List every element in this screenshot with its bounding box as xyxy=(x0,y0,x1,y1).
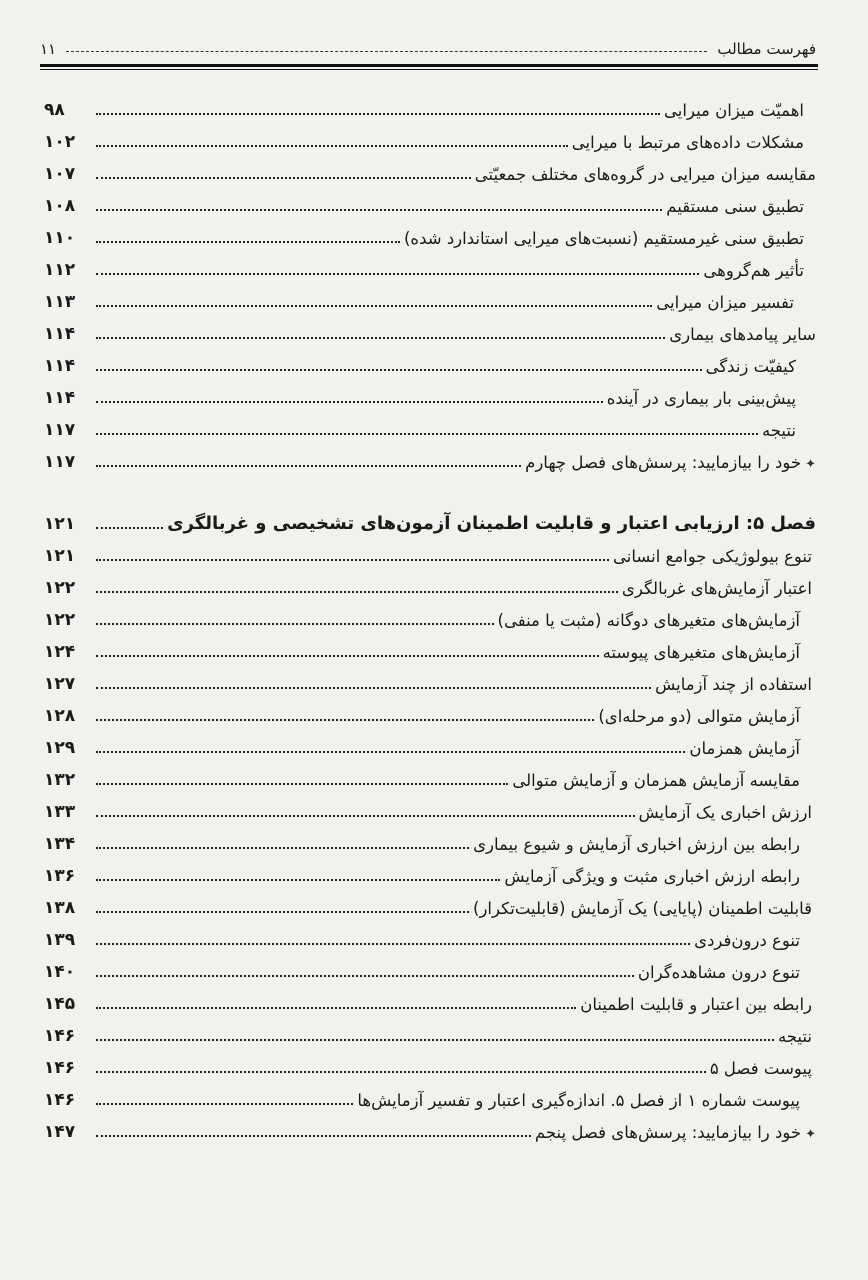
quiz-bullet-icon: ✦ xyxy=(805,1127,816,1142)
toc-row[interactable] xyxy=(44,344,816,376)
dot-leader xyxy=(96,1039,774,1041)
dot-leader xyxy=(96,687,651,689)
toc-entry-title: آزمایش‌های متغیرهای دوگانه (مثبت یا منفی) xyxy=(497,611,800,630)
dot-leader xyxy=(96,209,662,211)
toc-entry-title: خود را بیازمایید: پرسش‌های فصل پنجم xyxy=(534,1123,802,1142)
toc-page-number: ۹۸ xyxy=(44,100,65,120)
toc-row[interactable] xyxy=(44,630,816,662)
toc-page-number: ۱۳۸ xyxy=(44,898,76,918)
dot-leader xyxy=(96,337,665,339)
toc-row[interactable] xyxy=(44,1046,816,1078)
toc-entry-title: رابطه ارزش اخباری مثبت و ویژگی آزمایش xyxy=(504,867,800,886)
dot-leader xyxy=(96,1071,706,1073)
toc-page-number: ۱۱۷ xyxy=(44,452,76,472)
dot-leader xyxy=(96,177,471,179)
toc-entry-title: اعتبار آزمایش‌های غربالگری xyxy=(621,579,812,598)
toc-entry-title: آزمایش متوالی (دو مرحله‌ای) xyxy=(598,707,800,726)
toc-entry-title: تطبیق سنی غیرمستقیم (نسبت‌های میرایی استاندارد شده) xyxy=(404,229,804,248)
toc-entry-title: قابلیت اطمینان (پایایی) یک آزمایش (قابلیت‌تکرار) xyxy=(473,899,812,918)
dot-leader xyxy=(96,145,568,147)
toc-page-number: ۱۲۸ xyxy=(44,706,76,726)
dot-leader xyxy=(96,1135,531,1137)
toc-page-number: ۱۴۶ xyxy=(44,1026,76,1046)
toc-page-number: ۱۱۷ xyxy=(44,420,76,440)
toc-row[interactable] xyxy=(44,280,816,312)
toc-row[interactable] xyxy=(44,152,816,184)
toc-page-number: ۱۲۷ xyxy=(44,674,76,694)
dot-leader xyxy=(96,1103,353,1105)
toc-row[interactable] xyxy=(44,822,816,854)
toc-row[interactable] xyxy=(44,566,816,598)
dot-leader xyxy=(96,559,609,561)
dot-leader xyxy=(96,369,702,371)
toc-entry-title: آزمایش‌های متغیرهای پیوسته xyxy=(602,643,800,662)
toc-page-number: ۱۲۴ xyxy=(44,642,76,662)
dot-leader xyxy=(96,847,469,849)
header-rule-thick xyxy=(40,64,818,67)
toc-row[interactable] xyxy=(44,88,816,120)
toc-entry-title: مقایسه میزان میرایی در گروه‌های مختلف جمعیّتی xyxy=(474,165,816,184)
dot-leader xyxy=(96,719,594,721)
toc-row[interactable] xyxy=(44,598,816,630)
toc-entry-title: آزمایش همزمان xyxy=(689,739,800,758)
toc-entry-title: پیوست شماره ۱ از فصل ۵. اندازه‌گیری اعتبار و تفسیر آزمایش‌ها xyxy=(357,1091,800,1110)
toc-row[interactable] xyxy=(44,1110,816,1142)
dot-leader xyxy=(96,975,634,977)
dot-leader xyxy=(96,911,469,913)
toc-page-number: ۱۴۵ xyxy=(44,994,76,1014)
toc-row[interactable] xyxy=(44,918,816,950)
toc-page-number: ۱۴۶ xyxy=(44,1058,76,1078)
toc-row[interactable] xyxy=(44,790,816,822)
dot-leader xyxy=(96,751,685,753)
toc-row[interactable] xyxy=(44,312,816,344)
toc-row[interactable] xyxy=(44,854,816,886)
toc-entry-title: مشکلات داده‌های مرتبط با میرایی xyxy=(571,133,804,152)
toc-entry-title: سایر پیامدهای بیماری xyxy=(669,325,816,344)
toc-page-number: ۱۴۶ xyxy=(44,1090,76,1110)
toc-entry-title: ارزش اخباری یک آزمایش xyxy=(638,803,812,822)
toc-row[interactable] xyxy=(44,248,816,280)
toc-row[interactable] xyxy=(44,950,816,982)
toc-entry-title: فصل ۵: ارزیابی اعتبار و قابلیت اطمینان آزمون‌های تشخیصی و غربالگری xyxy=(167,513,816,534)
dot-leader xyxy=(96,273,699,275)
dot-leader xyxy=(96,241,400,243)
header-title: فهرست مطالب xyxy=(717,40,816,58)
toc-row[interactable] xyxy=(44,120,816,152)
toc-page-number: ۱۴۷ xyxy=(44,1122,76,1142)
toc-entry-title: پیش‌بینی بار بیماری در آینده xyxy=(606,389,796,408)
toc-row[interactable] xyxy=(44,216,816,248)
dot-leader xyxy=(96,465,521,467)
dot-leader xyxy=(96,943,690,945)
table-of-contents xyxy=(44,88,816,1142)
toc-page-number: ۱۰۷ xyxy=(44,164,76,184)
toc-page-number: ۱۰۸ xyxy=(44,196,76,216)
toc-chapter-row[interactable] xyxy=(44,472,816,534)
dot-leader xyxy=(96,401,603,403)
toc-row[interactable] xyxy=(44,886,816,918)
toc-page-number: ۱۲۲ xyxy=(44,610,76,630)
toc-entry-title: تأثیر هم‌گروهی xyxy=(703,261,804,280)
toc-row[interactable] xyxy=(44,184,816,216)
dot-leader xyxy=(96,113,660,115)
toc-entry-title: تنوع درون مشاهده‌گران xyxy=(637,963,800,982)
toc-entry-title: تطبیق سنی مستقیم xyxy=(666,197,804,216)
dot-leader xyxy=(96,527,163,529)
toc-entry-title: نتیجه xyxy=(761,421,796,440)
toc-row[interactable] xyxy=(44,376,816,408)
running-header xyxy=(40,34,816,58)
toc-page-number: ۱۱۴ xyxy=(44,324,76,344)
toc-row[interactable] xyxy=(44,726,816,758)
toc-page-number: ۱۲۲ xyxy=(44,578,76,598)
dot-leader xyxy=(96,1007,576,1009)
dot-leader xyxy=(96,591,618,593)
toc-page-number: ۱۳۳ xyxy=(44,802,76,822)
toc-row[interactable] xyxy=(44,408,816,440)
toc-row[interactable] xyxy=(44,1078,816,1110)
dot-leader xyxy=(96,433,758,435)
toc-entry-title: کیفیّت زندگی xyxy=(705,357,796,376)
dot-leader xyxy=(96,783,508,785)
toc-entry-title: مقایسه آزمایش همزمان و آزمایش متوالی xyxy=(512,771,800,790)
toc-row[interactable] xyxy=(44,440,816,472)
toc-page-number: ۱۳۹ xyxy=(44,930,76,950)
toc-page-number: ۱۴۰ xyxy=(44,962,76,982)
toc-entry-title: پیوست فصل ۵ xyxy=(709,1059,812,1078)
toc-page-number: ۱۰۲ xyxy=(44,132,76,152)
toc-entry-title: رابطه بین اعتبار و قابلیت اطمینان xyxy=(580,995,812,1014)
dot-leader xyxy=(96,305,652,307)
toc-page-number: ۱۲۱ xyxy=(44,546,76,566)
dot-leader xyxy=(96,879,500,881)
toc-row[interactable] xyxy=(44,662,816,694)
toc-row[interactable] xyxy=(44,694,816,726)
dot-leader xyxy=(96,655,599,657)
toc-entry-title: رابطه بین ارزش اخباری آزمایش و شیوع بیماری xyxy=(473,835,800,854)
toc-row[interactable] xyxy=(44,982,816,1014)
toc-entry-title: تفسیر میزان میرایی xyxy=(656,293,794,312)
toc-page-number: ۱۱۴ xyxy=(44,356,76,376)
header-rule-thin xyxy=(40,69,818,70)
toc-page-number: ۱۱۳ xyxy=(44,292,76,312)
toc-entry-title: استفاده از چند آزمایش xyxy=(655,675,812,694)
toc-entry-title: تنوع بیولوژیکی جوامع انسانی xyxy=(613,547,812,566)
quiz-bullet-icon: ✦ xyxy=(805,457,816,472)
toc-row[interactable] xyxy=(44,758,816,790)
header-dash-line xyxy=(66,51,707,52)
toc-page-number: ۱۲۹ xyxy=(44,738,76,758)
toc-page-number: ۱۱۰ xyxy=(44,228,76,248)
toc-entry-title: نتیجه xyxy=(777,1027,812,1046)
toc-page-number: ۱۲۱ xyxy=(44,514,76,534)
toc-entry-title: تنوع درون‌فردی xyxy=(694,931,800,950)
toc-page-number: ۱۳۲ xyxy=(44,770,76,790)
toc-entry-title: اهمیّت میزان میرایی xyxy=(664,101,804,120)
toc-page-number: ۱۳۶ xyxy=(44,866,76,886)
toc-entry-title: خود را بیازمایید: پرسش‌های فصل چهارم xyxy=(525,453,802,472)
dot-leader xyxy=(96,623,494,625)
header-page-number: ۱۱ xyxy=(40,40,57,58)
toc-page-number: ۱۱۲ xyxy=(44,260,76,280)
dot-leader xyxy=(96,815,635,817)
toc-row[interactable] xyxy=(44,534,816,566)
toc-page-number: ۱۳۴ xyxy=(44,834,76,854)
toc-page-number: ۱۱۴ xyxy=(44,388,76,408)
toc-row[interactable] xyxy=(44,1014,816,1046)
